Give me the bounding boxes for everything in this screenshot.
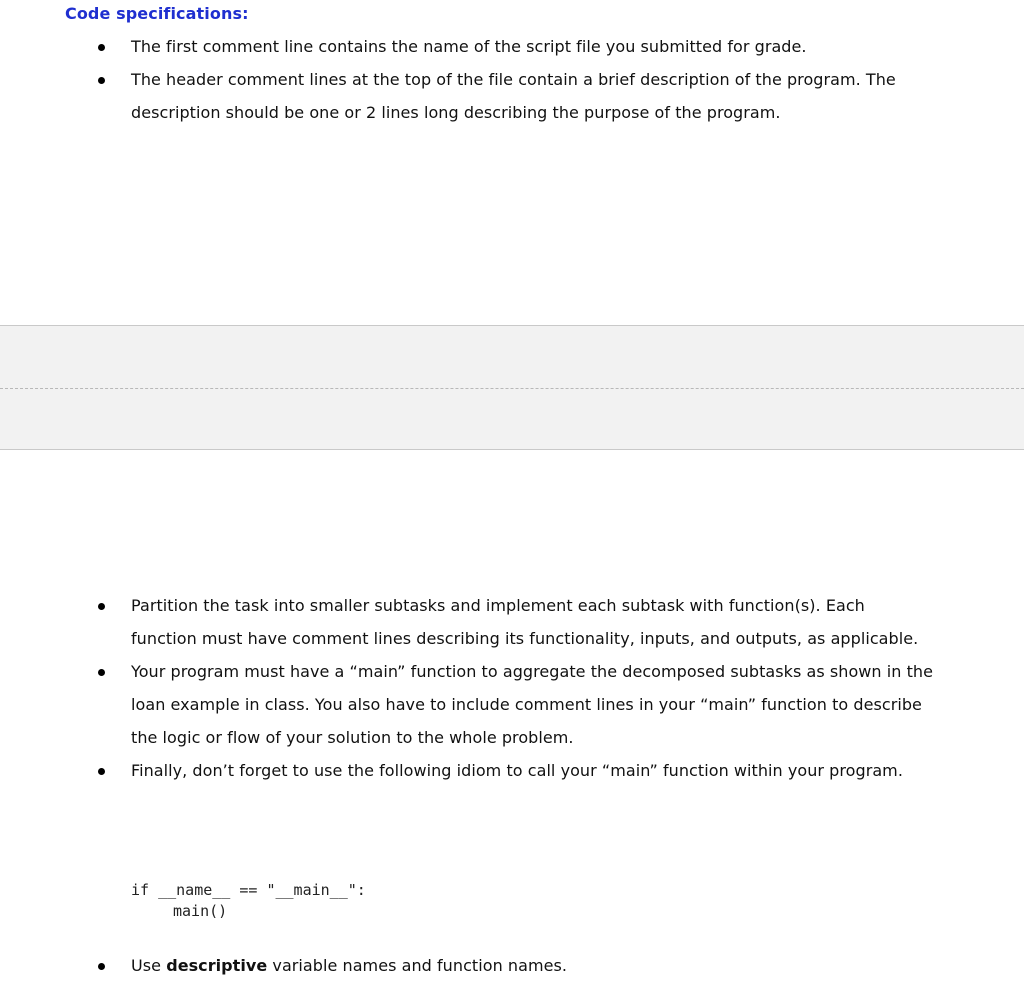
bullet-text-after: variable names and function names. xyxy=(267,956,567,975)
bullet-dot-icon xyxy=(98,768,105,775)
bullet-list-bottom xyxy=(0,949,1024,982)
bullet-text: The first comment line contains the name of the script file you submitted for grade. xyxy=(131,37,807,56)
bullet-text-bold: descriptive xyxy=(166,956,268,975)
bullet-list-middle xyxy=(0,589,1024,787)
bullet-dot-icon xyxy=(98,603,105,610)
bullet-text-before: Use xyxy=(131,956,167,975)
bullet-item xyxy=(0,30,1024,63)
code-line: if __name__ == "__main__": xyxy=(131,881,366,899)
bullet-item xyxy=(0,63,1024,129)
bullet-list-top xyxy=(0,30,1024,129)
bullet-item xyxy=(0,754,1024,787)
bullet-text: Your program must have a “main” function to aggregate the decomposed subtasks as shown in the loan example in class. You also have to include comment lines in your “main” function to describe the logic or flow of your solution to the whole problem. xyxy=(131,662,933,747)
code-line: main() xyxy=(173,902,228,920)
bullet-dot-icon xyxy=(98,963,105,970)
bullet-item xyxy=(0,655,1024,754)
bullet-text: Finally, don’t forget to use the following idiom to call your “main” function within your program. xyxy=(131,761,903,780)
page-break-divider xyxy=(0,388,1024,389)
section-heading: Code specifications: xyxy=(65,4,249,23)
code-snippet xyxy=(131,880,366,922)
bullet-item xyxy=(0,589,1024,655)
bullet-item xyxy=(0,949,1024,982)
bullet-text: The header comment lines at the top of the file contain a brief description of the program. The description should be one or 2 lines long describing the purpose of the program. xyxy=(131,70,896,122)
bullet-text: Partition the task into smaller subtasks and implement each subtask with function(s). Each function must have comment lines describing its functionality, inputs, and outputs, as applicable. xyxy=(131,596,919,648)
bullet-dot-icon xyxy=(98,77,105,84)
page-break-band xyxy=(0,325,1024,450)
bullet-dot-icon xyxy=(98,44,105,51)
bullet-dot-icon xyxy=(98,669,105,676)
